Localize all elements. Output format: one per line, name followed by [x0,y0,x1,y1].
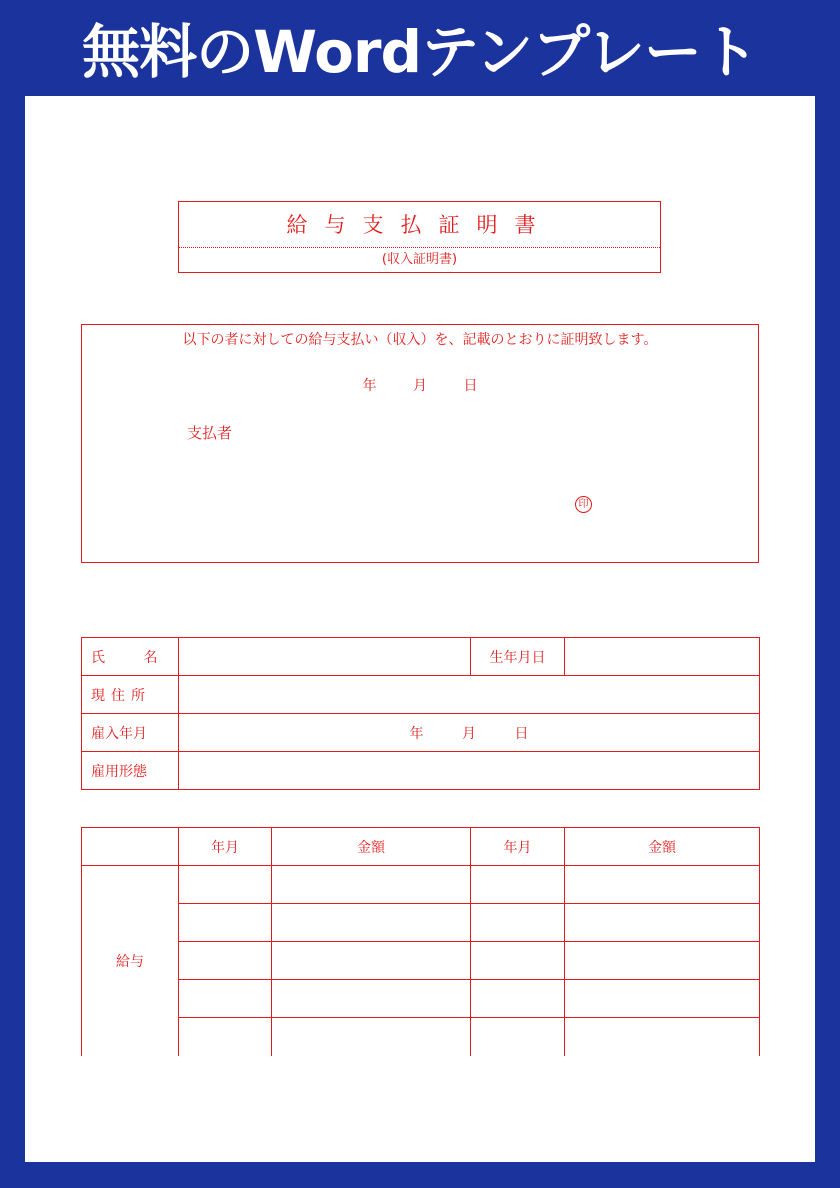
amount-cell[interactable] [272,980,471,1018]
address-field[interactable] [179,676,760,714]
month-cell[interactable] [179,980,272,1018]
hire-date-label: 雇入年月 [82,714,179,752]
month-cell[interactable] [179,904,272,942]
salary-table [81,827,760,1056]
statement-text: 以下の者に対しての給与支払い（収入）を、記載のとおりに証明致します。 [182,332,658,348]
month-cell[interactable] [179,866,272,904]
header-amount: 金額 [565,828,760,866]
hire-date-field[interactable]: 年 月 日 [179,714,760,752]
table-header-row [82,828,760,866]
amount-cell[interactable] [565,866,760,904]
name-label: 氏 名 [82,638,179,676]
title-box [178,201,661,273]
month-cell[interactable] [471,904,565,942]
header-amount: 金額 [272,828,471,866]
employee-table [81,637,760,790]
amount-cell[interactable] [565,942,760,980]
table-row [82,676,760,714]
statement-box [81,324,759,563]
salary-row-label: 給与 [82,866,179,1056]
birth-field[interactable] [565,638,760,676]
payer-label: 支払者 [187,424,233,442]
document-page [25,96,815,1162]
employment-type-label: 雇用形態 [82,752,179,790]
table-row [82,752,760,790]
employment-type-field[interactable] [179,752,760,790]
document-title: 給与支払証明書 [179,202,660,248]
amount-cell[interactable] [272,866,471,904]
table-row [82,638,760,676]
table-row [82,1018,760,1056]
birth-label: 生年月日 [471,638,565,676]
table-row [82,904,760,942]
header-month: 年月 [179,828,272,866]
table-row [82,980,760,1018]
table-row [82,866,760,904]
month-cell[interactable] [179,1018,272,1056]
banner-title: 無料のWordテンプレート [82,18,758,86]
amount-cell[interactable] [565,904,760,942]
statement-date: 年 月 日 [362,378,478,394]
amount-cell[interactable] [272,1018,471,1056]
seal-icon: 印 [575,496,592,513]
document-subtitle: (収入証明書) [381,252,458,267]
amount-cell[interactable] [565,1018,760,1056]
table-row [82,714,760,752]
month-cell[interactable] [471,980,565,1018]
address-label: 現住所 [82,676,179,714]
month-cell[interactable] [471,1018,565,1056]
amount-cell[interactable] [565,980,760,1018]
header-empty [82,828,179,866]
month-cell[interactable] [471,866,565,904]
table-row [82,942,760,980]
name-field[interactable] [179,638,471,676]
header-month: 年月 [471,828,565,866]
amount-cell[interactable] [272,942,471,980]
amount-cell[interactable] [272,904,471,942]
month-cell[interactable] [179,942,272,980]
month-cell[interactable] [471,942,565,980]
